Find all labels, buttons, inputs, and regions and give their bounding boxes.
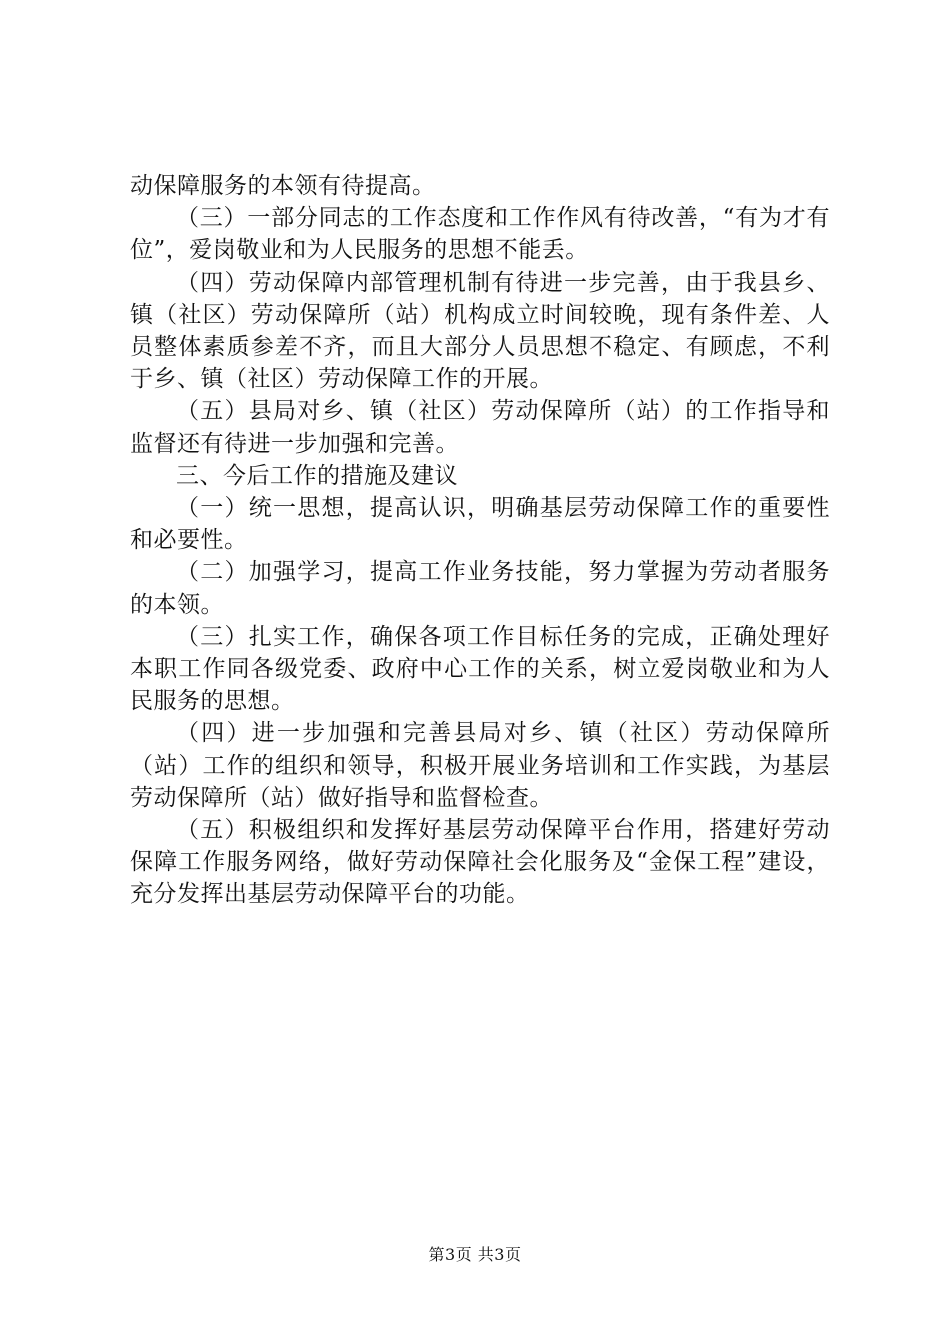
document-body	[130, 170, 830, 911]
paragraph-measure-1: （一）统一思想，提高认识，明确基层劳动保障工作的重要性和必要性。	[130, 495, 830, 554]
paragraph-measure-3: （三）扎实工作，确保各项工作目标任务的完成，正确处理好本职工作同各级党委、政府中心工作的关系，树立爱岗敬业和为人民服务的思想。	[130, 623, 830, 715]
paragraph-measure-4: （四）进一步加强和完善县局对乡、镇（社区）劳动保障所（站）工作的组织和领导，积极开展业务培训和工作实践，为基层劳动保障所（站）做好指导和监督检查。	[130, 720, 830, 811]
page-number-footer: 第3页 共3页	[428, 1245, 522, 1264]
paragraph-continuation: 动保障服务的本领有待提高。	[130, 173, 436, 199]
paragraph-measure-5: （五）积极组织和发挥好基层劳动保障平台作用，搭建好劳动保障工作服务网络，做好劳动保障社会化服务及“金保工程”建设，充分发挥出基层劳动保障平台的功能。	[130, 817, 830, 908]
paragraph-item-5-supervision: （五）县局对乡、镇（社区）劳动保障所（站）的工作指导和监督还有待进一步加强和完善。	[130, 398, 830, 457]
paragraph-item-3-attitude: （三）一部分同志的工作态度和工作作风有待改善，“有为才有位”，爱岗敬业和为人民服务的思想不能丢。	[130, 205, 830, 264]
paragraph-item-4-management: （四）劳动保障内部管理机制有待进一步完善，由于我县乡、镇（社区）劳动保障所（站）机构成立时间较晚，现有条件差、人员整体素质参差不齐，而且大部分人员思想不稳定、有顾虑，不利于乡、镇（社区）劳动保障工作的开展。	[130, 269, 830, 393]
section-heading-measures: 三、今后工作的措施及建议	[176, 462, 458, 489]
paragraph-measure-2: （二）加强学习，提高工作业务技能，努力掌握为劳动者服务的本领。	[130, 559, 830, 618]
